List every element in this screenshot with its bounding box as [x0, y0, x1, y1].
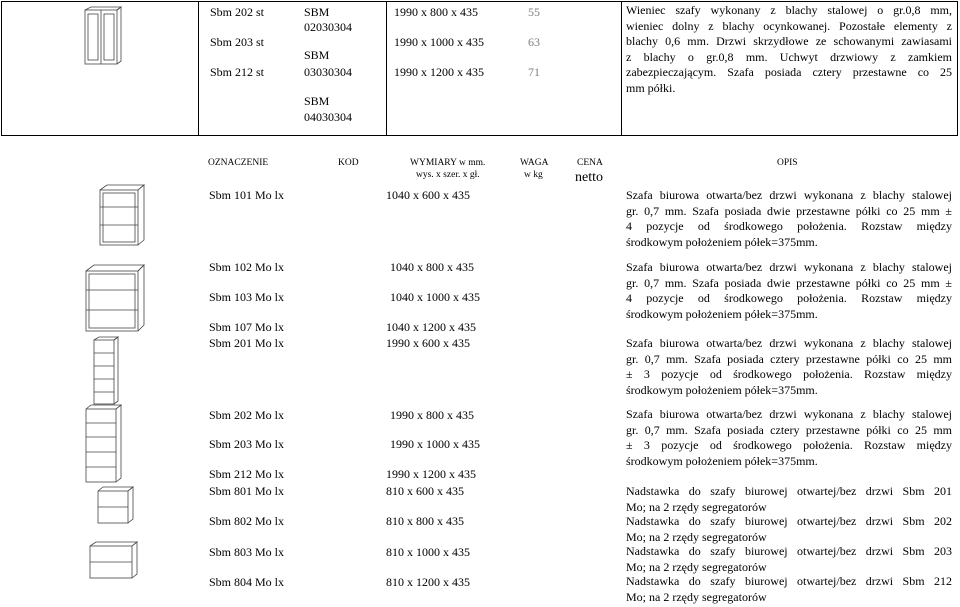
open-cabinet-wide-image [83, 263, 147, 335]
top-row-name: Sbm 203 st [210, 35, 265, 49]
product-name: Sbm 203 Mo lx [209, 437, 285, 451]
top-code: SBM [304, 5, 330, 19]
product-dims: 1040 x 1000 x 435 [390, 290, 480, 304]
col-waga: WAGA [520, 158, 549, 168]
col-kod: KOD [338, 158, 359, 168]
top-extension-wide-image [87, 541, 139, 581]
product-name: Sbm 103 Mo lx [209, 290, 285, 304]
product-dims: 810 x 600 x 435 [386, 484, 464, 498]
top-row-name: Sbm 212 st [210, 65, 265, 79]
tall-open-cabinet-image [91, 336, 121, 406]
product-dims: 1990 x 1000 x 435 [390, 437, 480, 451]
product-name: Sbm 201 Mo lx [209, 336, 285, 350]
top-dims: 1990 x 1200 x 435 [394, 65, 484, 79]
product-dims: 810 x 1000 x 435 [386, 545, 470, 559]
product-description: Nadstawka do szafy biurowej otwartej/bez drzwi Sbm 201 Mo; na 2 rzędy segregatorów [626, 484, 952, 514]
product-dims: 810 x 1200 x 435 [386, 575, 470, 589]
divider [198, 2, 199, 135]
top-weight: 55 [528, 5, 540, 19]
product-name: Sbm 801 Mo lx [209, 484, 285, 498]
cabinet-closed-image [83, 6, 123, 66]
top-dims: 1990 x 800 x 435 [394, 5, 478, 19]
product-name: Sbm 802 Mo lx [209, 514, 285, 528]
product-name: Sbm 212 Mo lx [209, 467, 285, 481]
top-code: 02030304 [304, 20, 352, 34]
product-dims: 1990 x 600 x 435 [386, 336, 470, 350]
col-wymiary: WYMIARY w mm. [410, 158, 486, 168]
product-dims: 1990 x 800 x 435 [390, 408, 474, 422]
col-cena: CENA [577, 158, 603, 168]
tall-open-cabinet-wide-image [83, 404, 123, 484]
product-name: Sbm 202 Mo lx [209, 408, 285, 422]
top-weight: 63 [528, 35, 540, 49]
product-name: Sbm 804 Mo lx [209, 575, 285, 589]
product-dims: 1040 x 800 x 435 [390, 260, 474, 274]
top-extension-image [95, 486, 135, 526]
open-cabinet-2-shelves-image [97, 183, 147, 248]
top-code: 03030304 [304, 65, 352, 79]
product-dims: 810 x 800 x 435 [386, 514, 464, 528]
col-oznaczenie: OZNACZENIE [208, 158, 269, 168]
product-name: Sbm 102 Mo lx [209, 260, 285, 274]
product-dims: 1040 x 1200 x 435 [386, 320, 476, 334]
product-description: Nadstawka do szafy biurowej otwartej/bez drzwi Sbm 212 Mo; na 2 rzędy segregatorów [626, 574, 952, 604]
product-description: Szafa biurowa otwarta/bez drzwi wykonana z blachy stalowej gr. 0,7 mm. Szafa posiada cztery przestawne półki co 25 mm ± 3 pozycje od środkowego położenia. Rozstaw między środkowym położeniem półek=375mm. [626, 336, 952, 397]
top-weight: 71 [528, 65, 540, 79]
product-name: Sbm 107 Mo lx [209, 320, 285, 334]
col-cena-sub: netto [575, 170, 603, 185]
top-code: SBM [304, 48, 330, 62]
top-code: SBM [304, 94, 330, 108]
product-description: Szafa biurowa otwarta/bez drzwi wykonana z blachy stalowej gr. 0,7 mm. Szafa posiada dwie przestawne półki co 25 mm ± 4 pozycje od środkowego położenia. Rozstaw między środkowym położeniem półek=375mm. [626, 260, 952, 321]
product-name: Sbm 101 Mo lx [209, 188, 285, 202]
divider [621, 2, 622, 135]
col-waga-sub: w kg [524, 170, 543, 180]
top-dims: 1990 x 1000 x 435 [394, 35, 484, 49]
col-wymiary-sub: wys. x szer. x gł. [416, 170, 480, 180]
col-opis: OPIS [777, 158, 798, 168]
divider [386, 2, 387, 135]
top-description: Wieniec szafy wykonany z blachy stalowej o gr.0,8 mm, wieniec dolny z blachy ocynkowanej. Pozostałe elementy z blachy 0,6 mm. Drzwi skrzydłowe ze schowanymi zawiasami z blachy o gr.0,8 mm. Uchwyt drzwiowy z zamkiem zabezpieczającym. Szafa posiada cztery przestawne co 25 mm półki. [626, 3, 952, 95]
product-dims: 1990 x 1200 x 435 [386, 467, 476, 481]
top-code: 04030304 [304, 110, 352, 124]
product-description: Szafa biurowa otwarta/bez drzwi wykonana z blachy stalowej gr. 0,7 mm. Szafa posiada dwie przestawne półki co 25 mm ± 4 pozycje od środkowego położenia. Rozstaw między środkowym położeniem półek=375mm. [626, 188, 952, 249]
product-description: Nadstawka do szafy biurowej otwartej/bez drzwi Sbm 202 Mo; na 2 rzędy segregatorów [626, 514, 952, 544]
product-description: Nadstawka do szafy biurowej otwartej/bez drzwi Sbm 203 Mo; na 2 rzędy segregatorów [626, 544, 952, 574]
product-description: Szafa biurowa otwarta/bez drzwi wykonana z blachy stalowej gr. 0,7 mm. Szafa posiada cztery przestawne półki co 25 mm ± 3 pozycje od środkowego położenia. Rozstaw między środkowym położeniem półek=375mm. [626, 407, 952, 468]
product-name: Sbm 803 Mo lx [209, 545, 285, 559]
product-dims: 1040 x 600 x 435 [386, 188, 470, 202]
top-row-name: Sbm 202 st [210, 5, 265, 19]
